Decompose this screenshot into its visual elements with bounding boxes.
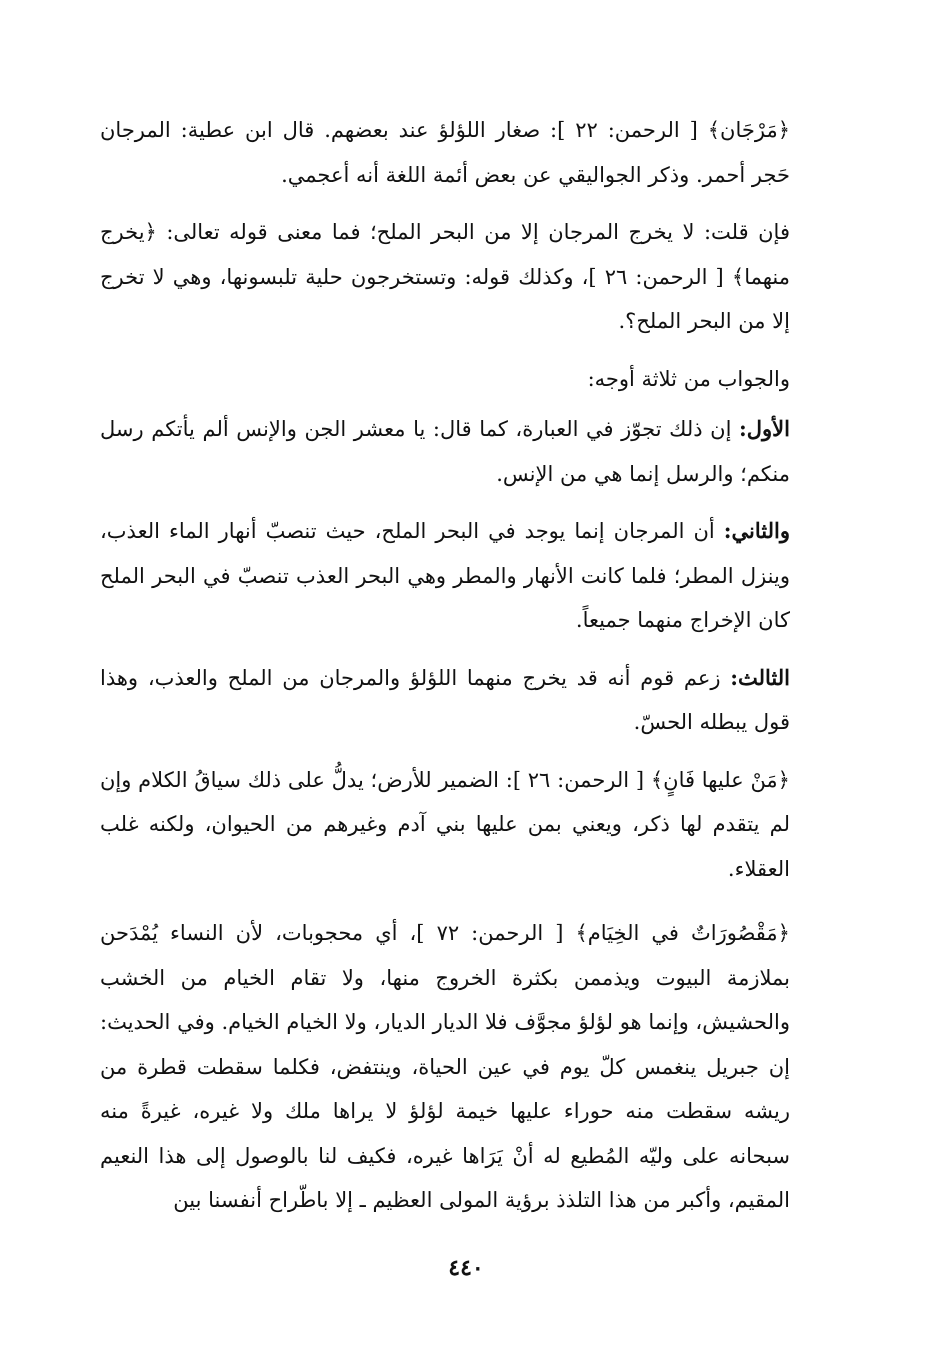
paragraph-answer-intro: [100, 357, 790, 402]
page-body: [100, 108, 790, 1236]
paragraph-text: والجواب من ثلاثة أوجه:: [587, 366, 790, 391]
paragraph-text: أن المرجان إنما يوجد في البحر الملح، حيث تنصبّ أنهار الماء العذب، وينزل المطر؛ فلما كانت الأنهار والمطر وهي البحر العذب تنصبّ في البحر الملح كان الإخراج منهما جميعاً.: [100, 519, 790, 632]
paragraph-text: ﴿مَقْصُورَاتٌ في الخِيَام﴾ [ الرحمن: ٧٢ ]، أي محجوبات، لأن النساء يُمْدَحن بملازمة البيوت ويذممن بكثرة الخروج منها، ولا تقام الخيام من الخشب والحشيش، وإنما هو لؤلؤ مجوَّف فلا الديار الديار، ولا الخيام الخيام. وفي الحديث: إن جبريل ينغمس كلّ يوم في عين الحياة، وينتفض، فكلما سقطت قطرة من ريشه سقطت منه حوراء عليها خيمة لؤلؤ لا يراها ملك ولا غيره، غيرةً منه سبحانه على وليّه المُطيع له أنْ يَرَاها غيره، فكيف لنا بالوصول إلى هذا النعيم المقيم، وأكبر من هذا التلذذ برؤية المولى العظيم ـ إلا باطّراح أنفسنا بين: [100, 921, 790, 1212]
paragraph-text: فإن قلت: لا يخرج المرجان إلا من البحر الملح؛ فما معنى قوله تعالى: ﴿يخرج منهما﴾ [ الرحمن: ٢٦ ]، وكذلك قوله: وتستخرجون حلية تلبسونها، وهي لا تخرج إلا من البحر الملح؟.: [100, 220, 790, 333]
paragraph-text: ﴿مَنْ عليها فَانٍ﴾ [ الرحمن: ٢٦ ]: الضمير للأرض؛ يدلُّ على ذلك سياقُ الكلام وإن لم يتقدم لها ذكر، ويعني بمن عليها بني آدم وغيرهم من الحيوان، ولكنه غلب العقلاء.: [100, 767, 790, 881]
paragraph-lead: والثاني:: [723, 518, 790, 543]
paragraph-lead: الأول:: [739, 416, 790, 441]
paragraph-text: إن ذلك تجوّز في العبارة، كما قال: يا معشر الجن والإنس ألم يأتكم رسل منكم؛ والرسل إنما هي من الإنس.: [100, 417, 790, 486]
paragraph-marjan: [100, 108, 790, 197]
paragraph-second-answer: [100, 509, 790, 643]
paragraph-question: [100, 210, 790, 344]
paragraph-lead: الثالث:: [730, 664, 790, 690]
paragraph-text: زعم قوم أنه قد يخرج منهما اللؤلؤ والمرجان من الملح والعذب، وهذا قول يبطله الحسّ.: [100, 665, 790, 734]
paragraph-text: ﴿مَرْجَان﴾ [ الرحمن: ٢٢ ]: صغار اللؤلؤ عند بعضهم. قال ابن عطية: المرجان حَجر أحمر. وذكر الجواليقي عن بعض أئمة اللغة أنه أعجمي.: [100, 118, 790, 187]
paragraph-third-answer: [100, 656, 790, 745]
paragraph-man-alayha: [100, 758, 790, 892]
page-number: ٤٤٠: [448, 1255, 484, 1281]
paragraph-maqsurat: [100, 911, 790, 1223]
paragraph-first-answer: [100, 407, 790, 496]
